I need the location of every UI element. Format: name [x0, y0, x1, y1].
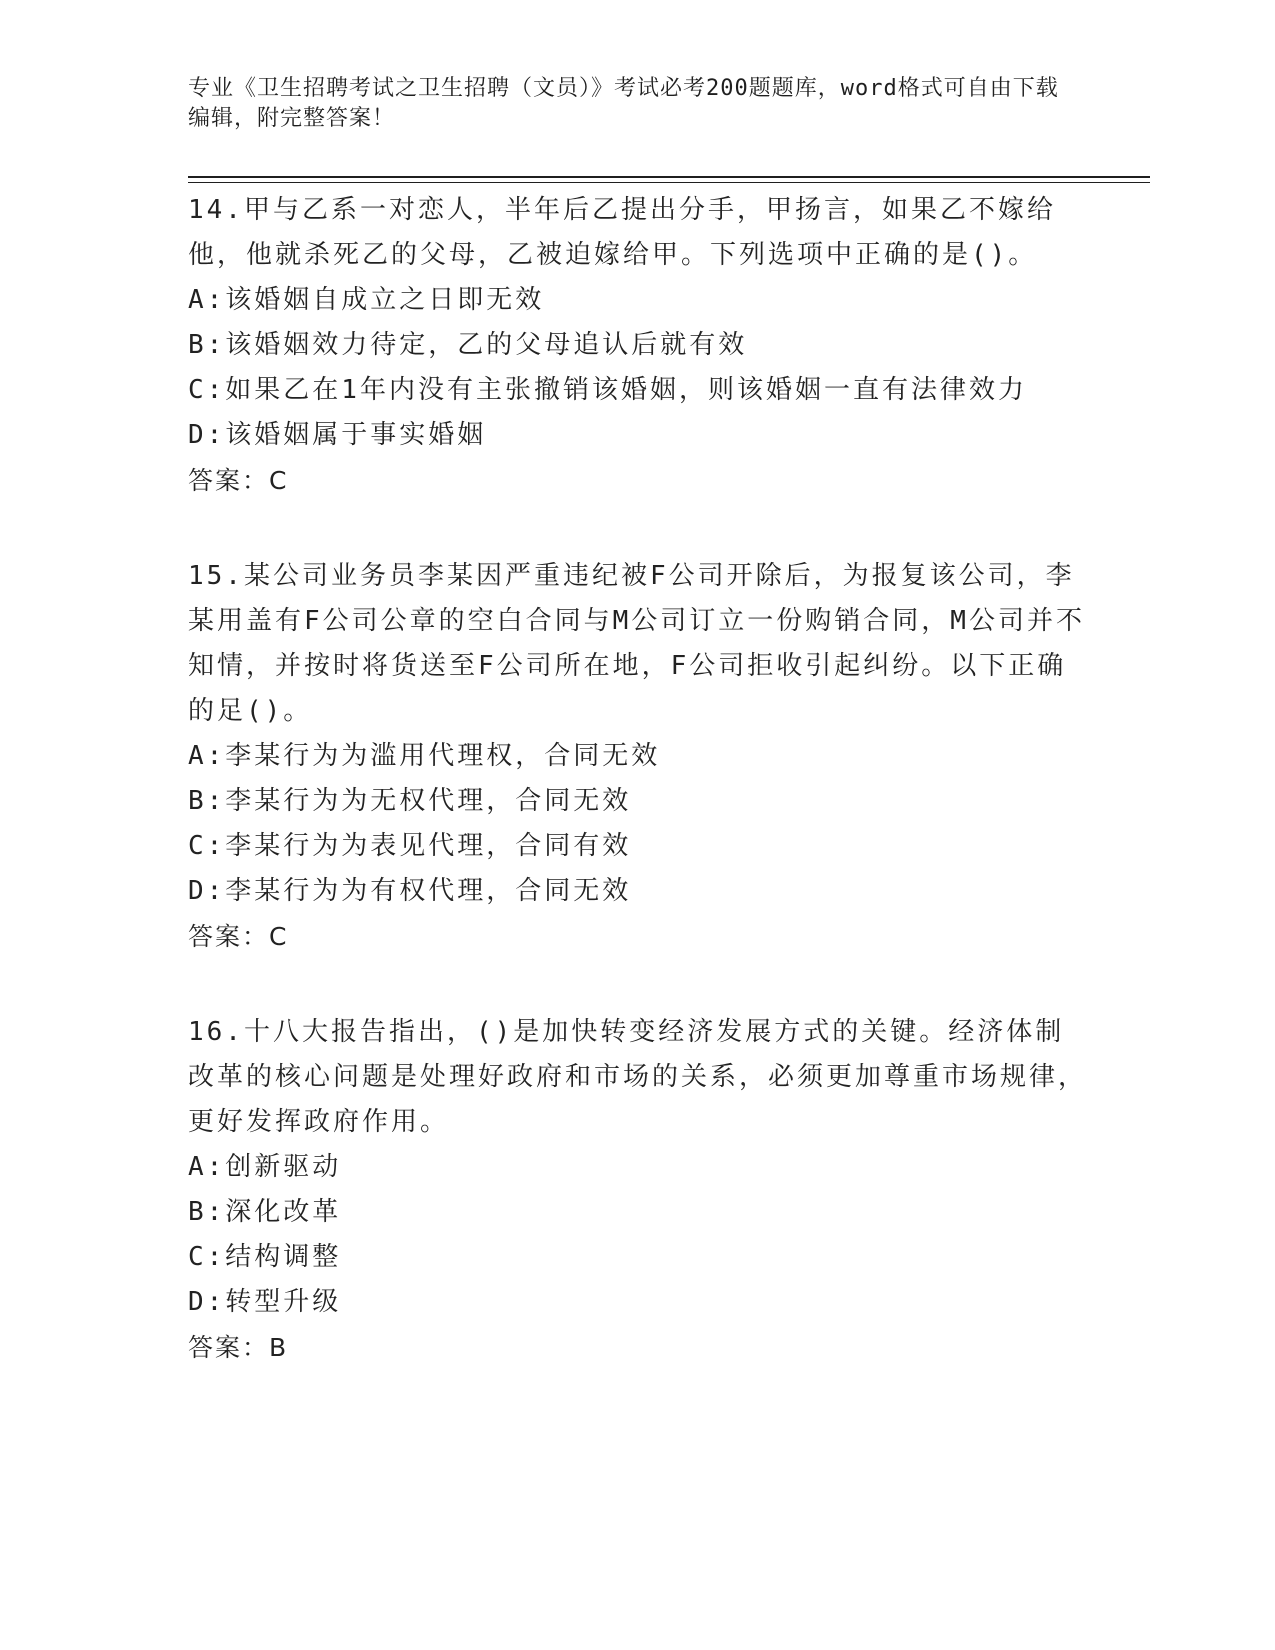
option-b: B:该婚姻效力待定，乙的父母追认后就有效	[188, 330, 748, 360]
question-16	[188, 1010, 1088, 1370]
option-d: D:该婚姻属于事实婚姻	[188, 420, 487, 450]
header-rule-thin	[188, 182, 1150, 183]
question-14	[188, 188, 1088, 503]
header-rule-thick	[188, 176, 1150, 178]
answer: 答案：C	[188, 466, 289, 495]
question-text: 16.十八大报告指出，()是加快转变经济发展方式的关键。经济体制改革的核心问题是处理好政府和市场的关系，必须更加尊重市场规律，更好发挥政府作用。	[188, 1017, 1088, 1137]
option-c: C:如果乙在1年内没有主张撤销该婚姻，则该婚姻一直有法律效力	[188, 375, 1027, 405]
question-text: 15.某公司业务员李某因严重违纪被F公司开除后，为报复该公司，李某用盖有F公司公章的空白合同与M公司订立一份购销合同，M公司并不知情，并按时将货送至F公司所在地，F公司拒收引起纠纷。以下正确的足()。	[188, 561, 1085, 726]
question-text: 14.甲与乙系一对恋人，半年后乙提出分手，甲扬言，如果乙不嫁给他，他就杀死乙的父母，乙被迫嫁给甲。下列选项中正确的是()。	[188, 195, 1056, 270]
document-header: 专业《卫生招聘考试之卫生招聘（文员）》考试必考200题题库，word格式可自由下载编辑，附完整答案！	[188, 76, 1059, 131]
option-d: D:转型升级	[188, 1287, 342, 1317]
option-b: B:深化改革	[188, 1197, 342, 1227]
option-a: A:创新驱动	[188, 1152, 342, 1182]
option-c: C:李某行为为表见代理，合同有效	[188, 831, 632, 861]
answer: 答案：B	[188, 1333, 289, 1362]
option-a: A:李某行为为滥用代理权，合同无效	[188, 741, 661, 771]
option-a: A:该婚姻自成立之日即无效	[188, 285, 545, 315]
option-c: C:结构调整	[188, 1242, 342, 1272]
question-15	[188, 554, 1088, 959]
option-d: D:李某行为为有权代理，合同无效	[188, 876, 632, 906]
answer: 答案：C	[188, 922, 289, 951]
option-b: B:李某行为为无权代理，合同无效	[188, 786, 632, 816]
